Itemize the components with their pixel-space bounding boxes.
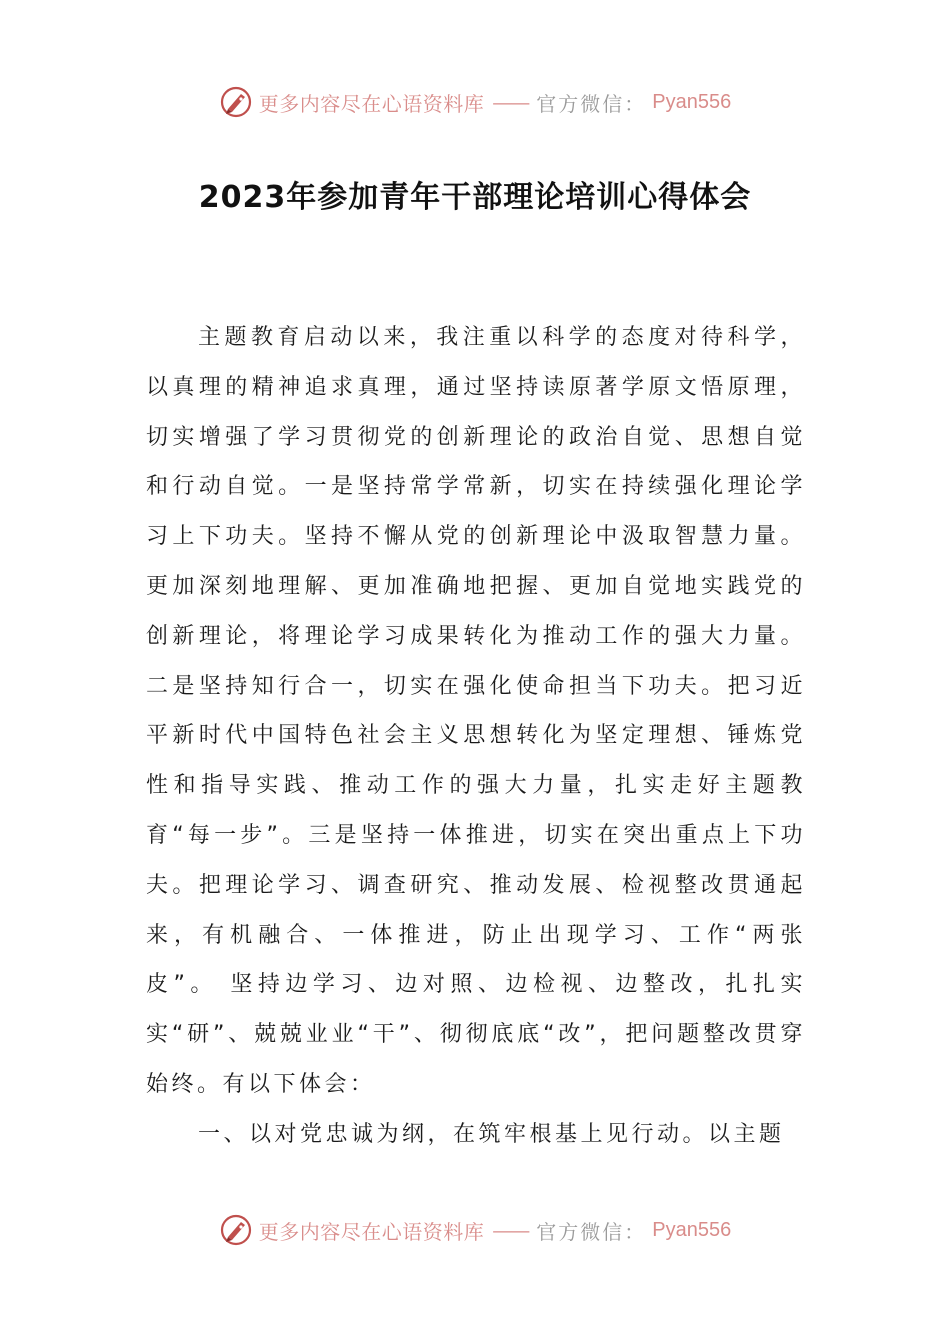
- wechat-id-text: Pyan556: [652, 90, 732, 113]
- official-wechat-label: 官方微信：: [536, 1219, 647, 1244]
- pen-nib-logo-icon: [219, 1213, 253, 1247]
- header-watermark-banner: [0, 82, 950, 122]
- body-paragraph-2: 一、以对党忠诚为纲，在筑牢根基上见行动。以主题: [198, 1121, 785, 1147]
- footer-watermark-banner: [0, 1210, 950, 1250]
- document-body: [146, 313, 806, 1160]
- pen-nib-logo-icon: [219, 85, 253, 119]
- body-paragraph-1: 主题教育启动以来，我注重以科学的态度对待科学，以真理的精神追求真理，通过坚持读原著学原文悟原理，切实增强了学习贯彻党的创新理论的政治自觉、思想自觉和行动自觉。一是坚持常学常新，切实在持续强化理论学习上下功夫。坚持不懈从党的创新理论中汲取智慧力量。更加深刻地理解、更加准确地把握、更加自觉地实践党的创新理论，将理论学习成果转化为推动工作的强大力量。二是坚持知行合一，切实在强化使命担当下功夫。把习近平新时代中国特色社会主义思想转化为坚定理想、锤炼党性和指导实践、推动工作的强大力量，扎实走好主题教育“每一步”。三是坚持一体推进，切实在突出重点上下功夫。把理论学习、调查研究、推动发展、检视整改贯通起来，有机融合、一体推进，防止出现学习、工作“两张皮”。 坚持边学习、边对照、边检视、边整改，扎扎实实“研”、兢兢业业“干”、彻彻底底“改”，把问题整改贯穿始终。有以下体会：: [146, 325, 806, 1097]
- separator-dash: ——: [492, 90, 529, 114]
- official-wechat-label: 官方微信：: [536, 91, 647, 116]
- document-title: 2023年参加青年干部理论培训心得体会: [198, 180, 752, 215]
- site-name-text: 更多内容尽在心语资料库: [258, 91, 485, 116]
- site-name-text: 更多内容尽在心语资料库: [258, 1219, 485, 1244]
- separator-dash: ——: [492, 1218, 529, 1242]
- wechat-id-text: Pyan556: [652, 1218, 732, 1241]
